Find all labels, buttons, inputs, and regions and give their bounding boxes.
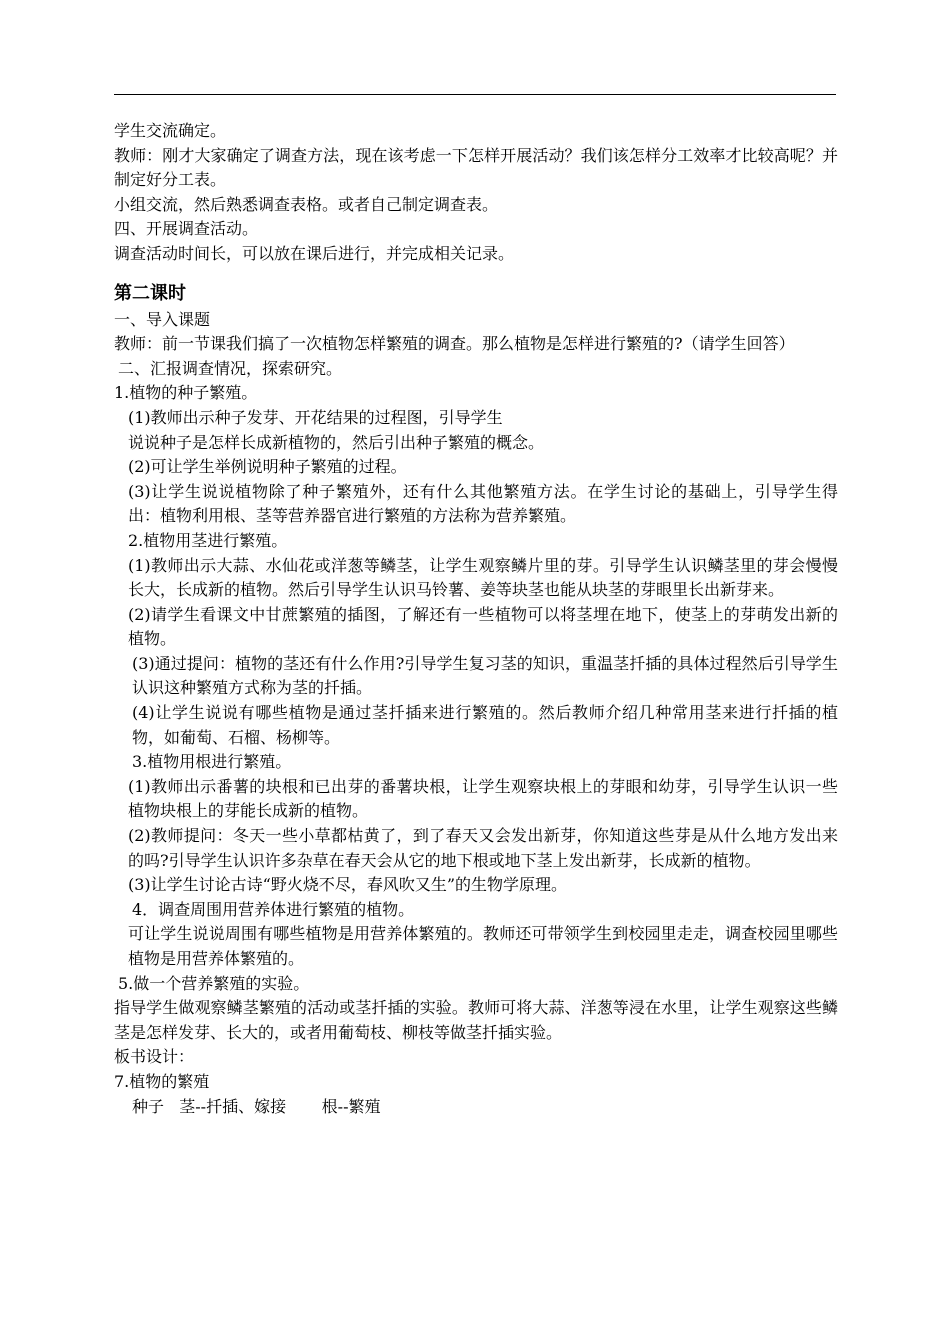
paragraph: 指导学生做观察鳞茎繁殖的活动或茎扦插的实验。教师可将大蒜、洋葱等浸在水里，让学生观察这些鳞茎是怎样发芽、长大的，或者用葡萄枝、柳枝等做茎扦插实验。 [114, 998, 838, 1042]
section-heading-1: 一、导入课题 [114, 309, 211, 329]
list-item: (3)让学生说说植物除了种子繁殖外，还有什么其他繁殖方法。在学生讨论的基础上，引导学生得出：植物利用根、茎等营养器官进行繁殖的方法称为营养繁殖。 [128, 481, 838, 526]
paragraph: 小组交流，然后熟悉调查表格。或者自己制定调查表。 [114, 194, 499, 214]
list-item: (2)可让学生举例说明种子繁殖的过程。 [128, 457, 407, 477]
list-item: (3)通过提问：植物的茎还有什么作用?引导学生复习茎的知识，重温茎扦插的具体过程然后引导学生认识这种繁殖方式称为茎的扦插。 [132, 653, 838, 698]
subsection-heading: 1.植物的种子繁殖。 [114, 383, 258, 403]
paragraph: 可让学生说说周围有哪些植物是用营养体繁殖的。教师还可带领学生到校园里走走，调查校园里哪些植物是用营养体繁殖的。 [128, 924, 838, 968]
list-item-continuation: 说说种子是怎样长成新植物的，然后引出种子繁殖的概念。 [128, 432, 545, 452]
document-body [114, 119, 838, 1119]
subsection-heading: 5.做一个营养繁殖的实验。 [118, 973, 310, 993]
paragraph: 教师：前一节课我们搞了一次植物怎样繁殖的调查。那么植物是怎样进行繁殖的?（请学生回答） [114, 334, 795, 354]
paragraph: 调查活动时间长，可以放在课后进行，并完成相关记录。 [114, 243, 515, 263]
board-title: 7.植物的繁殖 [114, 1071, 210, 1091]
list-item: (3)让学生讨论古诗“野火烧不尽，春风吹又生”的生物学原理。 [128, 875, 568, 895]
header-rule [114, 94, 836, 95]
section-heading-4: 四、开展调查活动。 [114, 219, 259, 239]
paragraph: 学生交流确定。 [114, 121, 227, 140]
board-content: 种子 茎--扦插、嫁接 根--繁殖 [132, 1096, 381, 1116]
subsection-heading: 4．调查周围用营养体进行繁殖的植物。 [132, 899, 415, 919]
list-item: (2)请学生看课文中甘蔗繁殖的插图，了解还有一些植物可以将茎埋在地下，使茎上的芽萌发出新的植物。 [128, 604, 838, 649]
subsection-heading: 2.植物用茎进行繁殖。 [128, 530, 288, 550]
section-heading-2: 二、汇报调查情况，探索研究。 [118, 358, 343, 378]
board-design-label: 板书设计： [114, 1047, 195, 1067]
list-item: (1)教师出示种子发芽、开花结果的过程图，引导学生 [128, 407, 503, 427]
list-item: (1)教师出示番薯的块根和已出芽的番薯块根，让学生观察块根上的芽眼和幼芽，引导学生认识一些植物块根上的芽能长成新的植物。 [128, 776, 838, 821]
list-item: (1)教师出示大蒜、水仙花或洋葱等鳞茎，让学生观察鳞片里的芽。引导学生认识鳞茎里的芽会慢慢长大，长成新的植物。然后引导学生认识马铃薯、姜等块茎也能从块茎的芽眼里长出新芽来。 [128, 555, 838, 600]
subsection-heading: 3.植物用根进行繁殖。 [132, 752, 292, 772]
lesson-heading: 第二课时 [114, 282, 186, 304]
list-item: (4)让学生说说有哪些植物是通过茎扦插来进行繁殖的。然后教师介绍几种常用茎来进行扦插的植物，如葡萄、石榴、杨柳等。 [132, 703, 838, 747]
list-item: (2)教师提问：冬天一些小草都枯黄了，到了春天又会发出新芽，你知道这些芽是从什么地方发出来的吗?引导学生认识许多杂草在春天会从它的地下根或地下茎上发出新芽，长成新的植物。 [128, 826, 838, 870]
paragraph: 教师：刚才大家确定了调查方法，现在该考虑一下怎样开展活动？我们该怎样分工效率才比较高呢？并制定好分工表。 [114, 145, 838, 190]
